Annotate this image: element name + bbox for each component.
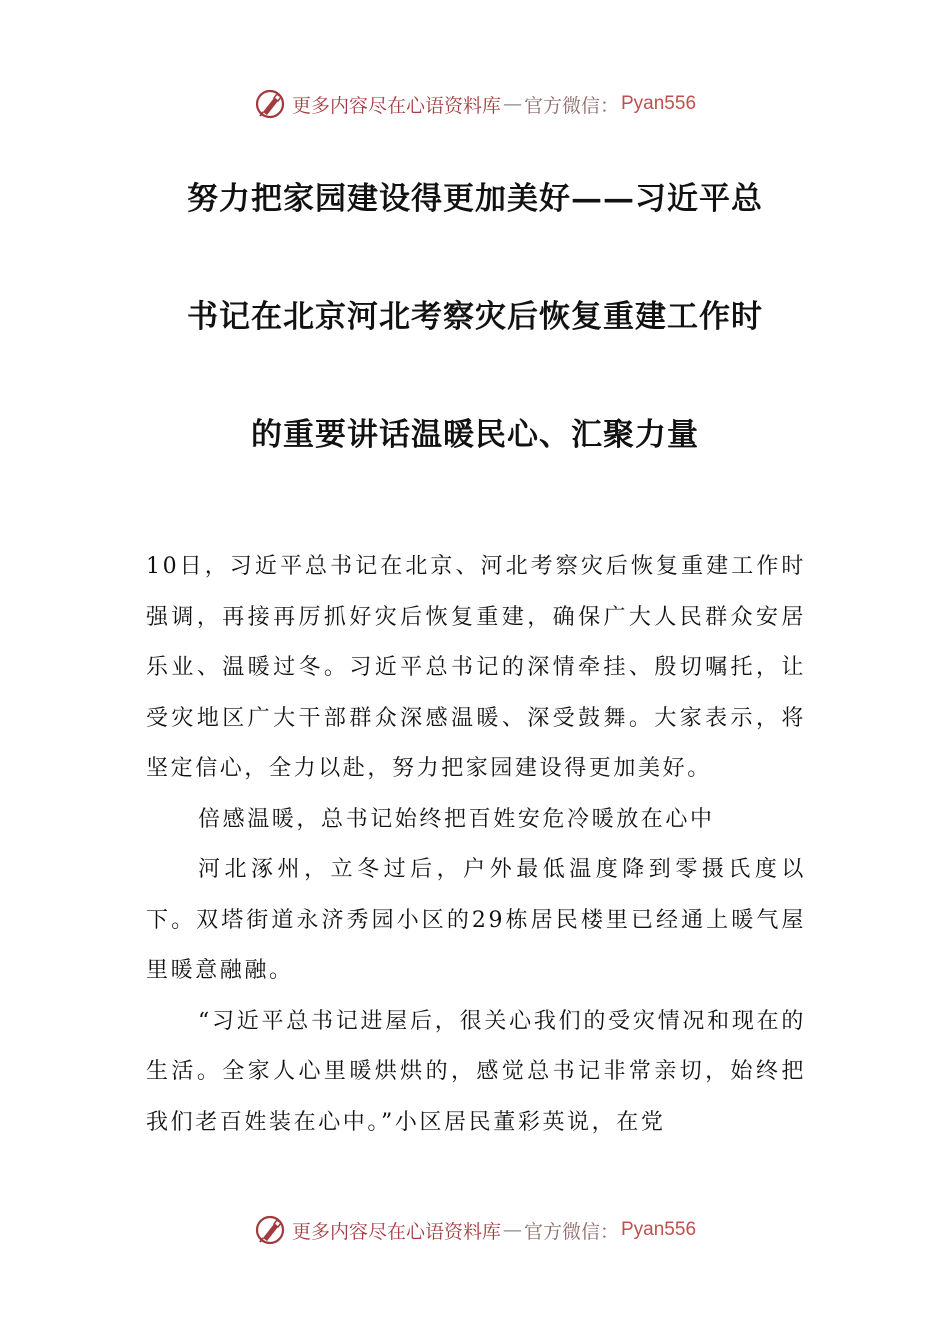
footer-watermark-banner bbox=[0, 1212, 950, 1248]
pen-nib-logo-icon bbox=[254, 1214, 286, 1246]
document-title bbox=[130, 168, 820, 522]
title-line-3: 的重要讲话温暖民心、汇聚力量 bbox=[251, 417, 699, 453]
paragraph-quote: “习近平总书记进屋后，很关心我们的受灾情况和现在的生活。全家人心里暖烘烘的，感觉总书记非常亲切，始终把我们老百姓装在心中。”小区居民董彩英说，在党 bbox=[146, 1008, 806, 1135]
paragraph-intro: 10日，习近平总书记在北京、河北考察灾后恢复重建工作时强调，再接再厉抓好灾后恢复重建，确保广大人民群众安居乐业、温暖过冬。习近平总书记的深情牵挂、殷切嘱托，让受灾地区广大干部群众深感温暖、深受鼓舞。大家表示，将坚定信心，全力以赴，努力把家园建设得更加美好。 bbox=[146, 554, 806, 781]
title-line-1: 努力把家园建设得更加美好——习近平总 bbox=[187, 181, 763, 217]
wechat-id: Pyan556 bbox=[621, 1219, 697, 1240]
header-watermark-banner bbox=[0, 86, 950, 122]
article-body bbox=[146, 542, 806, 1148]
banner-separator: — bbox=[502, 93, 522, 115]
banner-text: 更多内容尽在心语资料库 bbox=[291, 94, 501, 117]
title-line-2: 书记在北京河北考察灾后恢复重建工作时 bbox=[187, 299, 763, 335]
banner-separator: — bbox=[502, 1219, 522, 1241]
banner-text: 更多内容尽在心语资料库 bbox=[291, 1220, 501, 1243]
paragraph: 河北涿州，立冬过后，户外最低温度降到零摄氏度以下。双塔街道永济秀园小区的29栋居民楼里已经通上暖气屋里暖意融融。 bbox=[146, 857, 806, 983]
wechat-id: Pyan556 bbox=[621, 93, 697, 114]
pen-nib-logo-icon bbox=[254, 88, 286, 120]
wechat-label: 官方微信： bbox=[523, 94, 619, 117]
wechat-label: 官方微信： bbox=[523, 1220, 619, 1243]
section-heading: 倍感温暖，总书记始终把百姓安危冷暖放在心中 bbox=[198, 806, 715, 832]
